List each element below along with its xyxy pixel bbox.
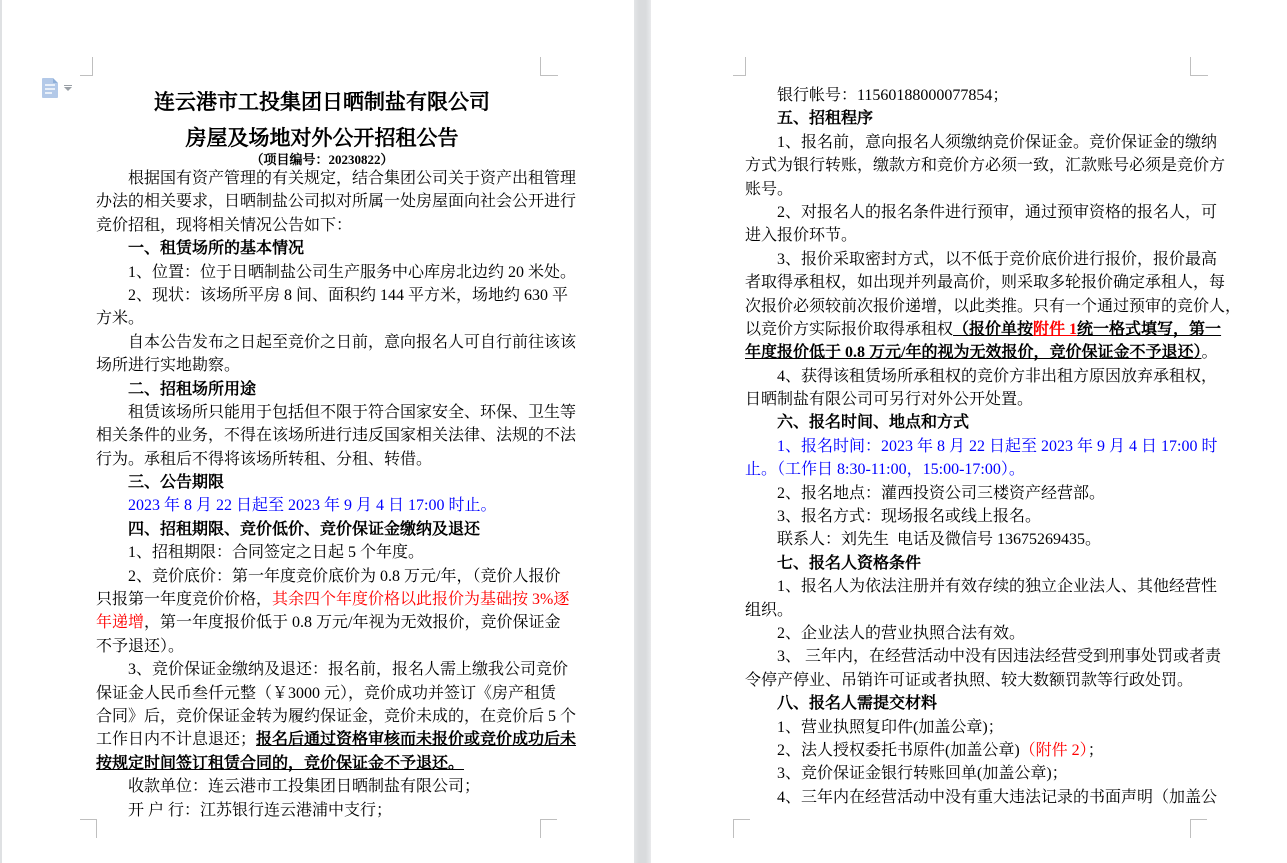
text-line xyxy=(96,284,569,307)
text-line xyxy=(96,565,561,588)
text-segment: 三、公告期限 xyxy=(128,474,225,492)
text-line xyxy=(96,401,577,424)
text-segment: 年递增 xyxy=(96,614,145,632)
text-line xyxy=(745,599,1197,622)
text-segment: 办法的相关要求，日晒制盐公司拟对所属一处房屋面向社会公开进行 xyxy=(96,193,577,211)
text-line xyxy=(96,611,561,634)
text-segment: 组织。 xyxy=(745,601,794,619)
text-segment: 3、竞价保证金银行转账回单(加盖公章)； xyxy=(777,765,1068,783)
text-segment: 租赁该场所只能用于包括但不限于符合国家安全、环保、卫生等 xyxy=(128,403,577,421)
crop-mark-icon xyxy=(1190,819,1207,838)
text-segment: 报名后通过资格审核而未报价或竞价成功后未 xyxy=(256,731,577,749)
text-segment: 联系人：刘先生 电话及微信号 13675269435。 xyxy=(777,531,1102,549)
text-segment: 收款单位：连云港市工投集团日晒制盐有限公司； xyxy=(128,778,481,796)
text-segment: 工作日内不计息退还； xyxy=(96,731,257,749)
text-line xyxy=(96,448,548,471)
text-line xyxy=(745,224,1197,247)
text-line xyxy=(96,214,548,237)
text-segment: 1、报名人为依法注册并有效存续的独立企业法人、其他经营性 xyxy=(777,578,1218,596)
text-segment: 其余四个年度价格以此报价为基础按 3%逐 xyxy=(272,591,570,609)
crop-mark-icon xyxy=(80,819,97,838)
text-segment: 五、招租程序 xyxy=(777,110,874,128)
text-segment: 场所进行实地勘察。 xyxy=(96,357,241,375)
text-segment: 按规定时间签订租赁合同的，竞价保证金不予退还。 xyxy=(96,754,465,772)
text-segment: 2023 年 8 月 22 日起至 2023 年 9 月 4 日 17:00 时止。 xyxy=(128,497,497,515)
text-line xyxy=(745,786,1218,809)
crop-mark-icon xyxy=(733,57,746,76)
text-line xyxy=(745,388,1197,411)
document-title-line-2: 房屋及场地对外公开招租公告 xyxy=(185,126,459,150)
text-line xyxy=(745,341,1218,364)
text-line xyxy=(745,295,1242,318)
text-line xyxy=(745,692,1197,715)
text-line xyxy=(745,201,1218,224)
text-line xyxy=(745,154,1226,177)
text-segment: 附件 1 xyxy=(1033,320,1078,338)
text-line xyxy=(745,107,1197,130)
text-line xyxy=(745,271,1226,294)
text-segment: 3、竞价保证金缴纳及退还：报名前，报名人需上缴我公司竞价 xyxy=(128,661,569,679)
text-line xyxy=(745,435,1218,458)
text-segment: 相关条件的业务，不得在该场所进行违反国家相关法律、法规的不法 xyxy=(96,427,577,445)
text-segment: 开 户 行：江苏银行连云港浦中支行； xyxy=(128,801,393,819)
text-line xyxy=(745,716,1197,739)
crop-mark-icon xyxy=(540,57,558,76)
text-segment: 1、位置：位于日晒制盐公司生产服务中心库房北边约 20 米处。 xyxy=(128,263,577,281)
text-segment: 根据国有资产管理的有关规定，结合集团公司关于资产出租管理 xyxy=(128,170,577,187)
text-segment: 银行帐号：11560188000077854； xyxy=(777,87,1009,104)
text-segment: 六、报名时间、地点和方式 xyxy=(777,414,970,432)
text-segment: 四、招租期限、竞价低价、竞价保证金缴纳及退还 xyxy=(128,520,481,538)
text-segment: 账号。 xyxy=(745,180,794,198)
text-segment: 2、报名地点：灌西投资公司三楼资产经营部。 xyxy=(777,484,1106,502)
text-segment: 3、报价采取密封方式，以不低于竞价底价进行报价，报价最高 xyxy=(777,250,1218,268)
text-segment: 1、报名时间：2023 年 8 月 22 日起至 2023 年 9 月 4 日 17:00 时 xyxy=(777,437,1218,455)
text-segment: 4、三年内在经营活动中没有重大违法记录的书面声明（加盖公 xyxy=(777,788,1218,806)
text-segment: 方米。 xyxy=(96,310,145,328)
text-segment: 次报价必须较前次报价递增，以此类推。只有一个通过预审的竞价人， xyxy=(745,297,1242,315)
text-line xyxy=(745,84,1197,107)
text-line xyxy=(745,622,1197,645)
text-line xyxy=(745,552,1197,575)
text-segment: 。 xyxy=(1201,344,1218,362)
text-line xyxy=(96,471,548,494)
text-segment: 日晒制盐有限公司可另行对外公开处置。 xyxy=(745,391,1034,409)
text-line xyxy=(745,645,1222,668)
crop-mark-icon xyxy=(1190,57,1208,76)
text-line xyxy=(96,424,577,447)
text-segment: 止。（工作日 8:30-11:00，15:00-17:00）。 xyxy=(745,461,1025,479)
text-line xyxy=(96,775,548,798)
text-segment: （报价单按 xyxy=(953,320,1034,338)
text-line xyxy=(96,658,569,681)
crop-mark-icon xyxy=(733,819,750,838)
text-segment: 二、招租场所用途 xyxy=(128,380,257,398)
text-segment: 进入报价环节。 xyxy=(745,227,858,245)
text-segment: 不予退还）。 xyxy=(96,637,185,655)
text-segment: 以竞价方实际报价取得承租权 xyxy=(745,320,954,338)
chevron-down-icon[interactable] xyxy=(64,87,72,91)
window-left-edge xyxy=(0,0,2,863)
text-segment: 七、报名人资格条件 xyxy=(777,554,922,572)
text-line xyxy=(96,541,548,564)
document-page-2 xyxy=(745,84,1242,809)
text-line xyxy=(96,237,548,260)
text-line xyxy=(96,494,548,517)
text-segment: 一、租赁场所的基本情况 xyxy=(128,240,305,258)
text-line xyxy=(745,505,1197,528)
text-line xyxy=(96,635,548,658)
text-segment: 1、招租期限：合同签定之日起 5 个年度。 xyxy=(128,544,425,562)
text-line xyxy=(96,752,548,775)
text-segment: 3、 三年内，在经营活动中没有因违法经营受到刑事处罚或者责 xyxy=(777,648,1222,666)
text-line xyxy=(96,799,548,822)
text-line xyxy=(745,458,1197,481)
text-line xyxy=(745,575,1218,598)
text-segment: （附件 2） xyxy=(1019,741,1088,759)
text-segment: 统一格式填写，第一 xyxy=(1077,320,1222,338)
text-line xyxy=(745,669,1197,692)
text-line xyxy=(96,705,577,728)
paste-options-clipboard-icon xyxy=(42,78,58,98)
text-line xyxy=(96,261,577,284)
text-line xyxy=(745,528,1197,551)
text-segment: 2、对报名人的报名条件进行预审，通过预审资格的报名人，可 xyxy=(777,203,1218,221)
text-segment: 2、企业法人的营业执照合法有效。 xyxy=(777,624,1026,642)
text-line xyxy=(96,307,548,330)
text-line xyxy=(745,762,1197,785)
text-line xyxy=(745,365,1218,388)
text-segment: 只报第一年度竞价价格， xyxy=(96,591,273,609)
text-line xyxy=(96,331,577,354)
project-number: （项目编号：20230822） xyxy=(250,152,394,167)
text-segment: 1、营业执照复印件(加盖公章)； xyxy=(777,718,1004,736)
text-line xyxy=(96,354,548,377)
page-gap-divider xyxy=(634,0,651,863)
text-line xyxy=(96,728,577,751)
text-segment: ； xyxy=(1087,741,1104,759)
text-segment: 2、竞价底价：第一年度竞价底价为 0.8 万元/年，（竞价人报价 xyxy=(128,567,561,585)
text-segment: 年度报价低于 0.8 万元/年的视为无效报价，竞价保证金不予退还） xyxy=(745,344,1202,362)
text-segment: 自本公告发布之日起至竞价之日前，意向报名人可自行前往该该 xyxy=(128,333,577,351)
text-segment: 2、法人授权委托书原件(加盖公章) xyxy=(777,741,1020,759)
paste-options-button[interactable] xyxy=(38,76,78,102)
text-line xyxy=(745,739,1197,762)
text-segment: 行为。承租后不得将该场所转租、分租、转借。 xyxy=(96,450,433,468)
text-line xyxy=(96,588,570,611)
text-segment: 3、报名方式：现场报名或线上报名。 xyxy=(777,508,1042,526)
text-line xyxy=(96,378,548,401)
text-segment: ，第一年度报价低于 0.8 万元/年视为无效报价，竞价保证金 xyxy=(144,614,561,632)
text-segment: 方式为银行转账，缴款方和竞价方必须一致，汇款账号必须是竞价方 xyxy=(745,157,1226,175)
text-line xyxy=(745,248,1218,271)
text-line xyxy=(745,131,1218,154)
text-segment: 竞价招租，现将相关情况公告如下： xyxy=(96,216,353,234)
text-line xyxy=(745,318,1222,341)
crop-mark-icon xyxy=(80,57,93,76)
text-line xyxy=(96,167,577,190)
text-segment: 令停产停业、吊销许可证或者执照、较大数额罚款等行政处罚。 xyxy=(745,671,1194,689)
text-segment: 保证金人民币叁仟元整（￥3000 元），竞价成功并签订《房产租赁 xyxy=(96,684,557,702)
document-title-line-1: 连云港市工投集团日晒制盐有限公司 xyxy=(154,90,490,114)
text-line xyxy=(745,482,1197,505)
text-segment: 1、报名前，意向报名人须缴纳竞价保证金。竞价保证金的缴纳 xyxy=(777,133,1218,151)
text-line xyxy=(745,178,1197,201)
text-segment: 八、报名人需提交材料 xyxy=(777,695,938,713)
text-segment: 合同》后，竞价保证金转为履约保证金，竞价未成的，在竞价后 5 个 xyxy=(96,707,577,725)
document-page-1 xyxy=(96,83,577,822)
text-segment: 4、获得该租赁场所承租权的竞价方非出租方原因放弃承租权， xyxy=(777,367,1218,385)
text-line xyxy=(96,518,548,541)
text-line xyxy=(745,411,1197,434)
text-segment: 2、现状：该场所平房 8 间、面积约 144 平方米，场地约 630 平 xyxy=(128,286,569,304)
text-line xyxy=(96,682,557,705)
text-segment: 者取得承租权，如出现并列最高价，则采取多轮报价确定承租人，每 xyxy=(745,274,1226,292)
text-line xyxy=(96,190,577,213)
